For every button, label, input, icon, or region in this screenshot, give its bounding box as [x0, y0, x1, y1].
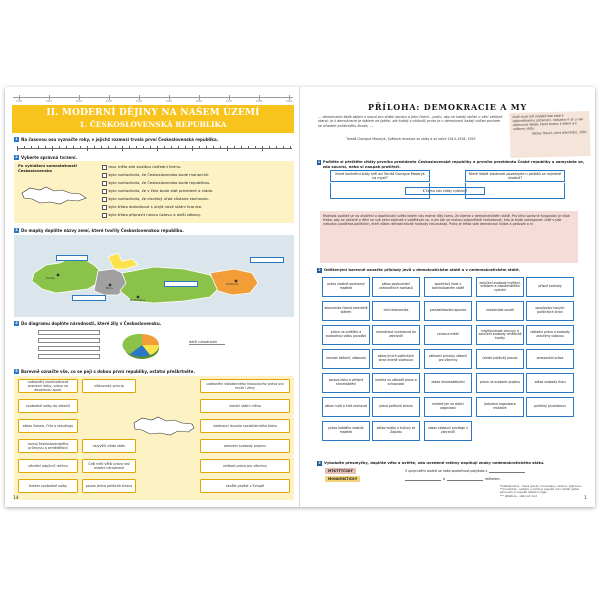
task-text: Odlišenými barevně označte příklady jevů v demokratickém státě a v nedemokratickém státě.	[324, 268, 520, 272]
timeline-exercise-tick	[143, 146, 144, 149]
sortable-statement[interactable]: tiskem svobodné volby	[18, 479, 78, 493]
timeline-year: 1970	[225, 100, 233, 103]
timeline-exercise-tick	[38, 146, 39, 149]
map-answer-box-3[interactable]	[164, 281, 198, 287]
sortable-statement[interactable]: velikost práva pro všechny	[200, 459, 290, 473]
checkbox[interactable]	[102, 181, 107, 186]
checklist-item[interactable]	[102, 213, 201, 218]
timeline-exercise-tick	[234, 146, 235, 149]
timeline-exercise-tick	[213, 146, 214, 149]
question-box-1: Které konkrétní státy měl asi Tomáš Garrigue Masaryk na mysli?	[330, 170, 430, 182]
democracy-statement-cell[interactable]: zákaz hudby a kultury ze Západu	[372, 421, 420, 441]
democracy-statement-cell[interactable]: právo na svobodu projevu	[476, 373, 524, 393]
democracy-statement-cell[interactable]: úřední politický proces	[476, 349, 524, 369]
task-number: 5	[15, 369, 18, 373]
sortable-statement[interactable]: rozvoj československého průmyslu a zemědělství	[18, 439, 78, 453]
timeline-exercise-tick	[241, 146, 242, 149]
timeline-exercise-tick	[178, 146, 179, 149]
timeline-exercise-tick	[87, 146, 88, 151]
nationality-box-4[interactable]	[38, 354, 100, 359]
timeline-exercise-tick	[59, 146, 60, 149]
checklist-item[interactable]	[102, 181, 210, 186]
sortable-statement[interactable]: uzákonění všeobecného hlasovacího práva pro muže i ženy	[200, 379, 290, 393]
chapter-subtitle: 1. ČESKOSLOVENSKÁ REPUBLIKA	[79, 120, 227, 130]
timeline-exercise-tick	[136, 146, 137, 149]
map-answer-box-2[interactable]	[72, 295, 106, 301]
timeline-year: 1900	[15, 100, 23, 103]
task-3	[14, 228, 184, 233]
timeline-exercise-tick	[255, 146, 256, 149]
task-text: Do mapky doplňte názvy zemí, které tvořily Československou republiku.	[21, 228, 184, 233]
timeline-year: 1920	[75, 100, 83, 103]
timeline-exercise-tick	[73, 146, 74, 149]
checklist-label: bylo rozhodnuto, že v čele bude stát prezident a vláda.	[108, 188, 214, 193]
fill-line-2	[405, 477, 501, 481]
task-number: 3	[318, 461, 321, 465]
timeline-exercise-tick	[94, 146, 95, 149]
answer-area-1[interactable]	[330, 183, 430, 199]
map-region-silesia	[108, 253, 138, 269]
checklist-item[interactable]	[102, 205, 202, 210]
footnotes: *totalitarismus – řízení jedním, mocenskou, vedoucí, zájmovou **monarchie – systém, v němž je nejvyšší mocí vladař (jeden panovník) či nejvyšší ústřední orgán *** diktatura – stát pod mocí	[500, 485, 582, 498]
task-text: Do diagramu doplňte národnosti, které žily v Československu.	[21, 321, 162, 326]
checkbox[interactable]	[102, 197, 107, 202]
democracy-statement-cell[interactable]: zákaz shromažďování	[424, 373, 472, 393]
timeline-exercise-tick	[290, 146, 291, 149]
democracy-statement-cell[interactable]: základní principy zákonů pro všechny	[424, 349, 472, 369]
timeline-exercise-tick	[122, 146, 123, 151]
map-label-uzhorod: Užhorod	[226, 282, 239, 286]
task-number: 2	[15, 155, 18, 159]
map-label-brno: Brno	[106, 286, 113, 290]
task-number: 3	[15, 228, 18, 232]
democracy-statement-cell[interactable]: omezování práva	[526, 349, 574, 369]
checkbox[interactable]	[102, 165, 107, 170]
map-label-praha: Praha	[46, 276, 55, 280]
fill-line-end: režimem.	[485, 477, 501, 481]
timeline-exercise-tick	[164, 146, 165, 149]
democracy-statement-cell[interactable]: kariéra na základě praxe a schopností	[372, 373, 420, 393]
timeline-exercise-tick	[262, 146, 263, 151]
democracy-statement-cell[interactable]: zaručení svobody myšlení, svědomí a náboženského vyznání	[476, 277, 524, 297]
timeline-exercise-tick	[157, 146, 158, 151]
question-box-2: Které lidské vlastnosti považujete u politiků za nejméně vhodné?	[465, 170, 565, 182]
timeline-year: 1950	[165, 100, 173, 103]
fill-blank-2[interactable]	[405, 477, 441, 481]
sortable-statement[interactable]: nejvyšší vláda státu	[82, 439, 136, 453]
timeline-exercise-tick	[283, 146, 284, 149]
sortable-statement[interactable]: vlastní státní měna	[200, 399, 290, 413]
anagram-tag-1: MTKTTTČSKÝ	[325, 468, 356, 474]
democracy-statement-cell[interactable]: nemožnost vycestovat do zahraničí	[372, 325, 420, 345]
timeline-exercise-tick	[52, 146, 53, 151]
sortable-statement[interactable]: věznění odpůrců režimu	[18, 459, 78, 473]
info-box: Možnost podílet se na utváření a doplňování světa kolem nás máme díky tomu, že žijeme v demokratickém státě. Pro jeho správné fungování je však třeba, aby se občané o dění ve své zemi zajímali a vzdělávali se, a jen tak se mohou odpovědně rozhodovat, kdo je bude zastupovat. Lidé v pak nebudou podléhat politikům, kteří vůbec demokratické hodnoty neuznávají. Proto je třeba stát demokracii hlídat a pečovat o ni.	[320, 211, 578, 263]
fill-line-text: a	[443, 477, 446, 481]
question-box-3: K čemu nás citáty vybízejí?	[405, 187, 485, 195]
democracy-statement-cell[interactable]: zákaz poslouchání zahraničních rozhlasů	[372, 277, 420, 297]
task-5	[14, 369, 195, 374]
checkbox[interactable]	[102, 173, 107, 178]
right-page	[300, 87, 595, 507]
task-text: Barevně označte vše, co se pojí s dobou první republiky, ostatní přeškrtněte.	[21, 369, 195, 374]
democracy-statement-cell[interactable]: pronásledování opozice	[424, 301, 472, 321]
fill-line-1	[405, 469, 525, 473]
timeline-year: 1910	[45, 100, 53, 103]
answer-area-2[interactable]	[465, 183, 565, 199]
timeline-exercise-tick	[45, 146, 46, 149]
checklist-item[interactable]	[102, 197, 209, 202]
democracy-statement-cell[interactable]: mládež jen ve státní organizaci	[424, 397, 472, 417]
sortable-statement[interactable]: zákaz Sokola, Orla a skautingu	[18, 419, 78, 433]
timeline-exercise-tick	[17, 146, 18, 151]
timeline	[13, 93, 293, 103]
checkbox[interactable]	[102, 213, 107, 218]
democracy-statement-cell[interactable]: právo každého vlastnit majetek	[322, 421, 370, 441]
page-number-right: 1	[584, 496, 587, 502]
timeline-year: 1930	[105, 100, 113, 103]
right-task-1	[317, 160, 587, 169]
timeline-exercise-tick	[171, 146, 172, 149]
chapter-title: II. MODERNÍ DĚJINY NA NAŠEM ÚZEMÍ	[46, 108, 260, 118]
sortable-statement[interactable]: vůdcovský princip	[82, 379, 136, 393]
masaryk-quote: … demokracie žádá zájem o smysl pro státní správu a jeho řízení – proto, aby se každý občan o věci veřejné staral; je-li demokracie je státem ne jakési, ale každý z občanů; proto je v demokracii každý občan povinen se účastnit politického života, …	[318, 115, 503, 128]
democracy-statement-cell[interactable]: nezávislost soudů	[476, 301, 524, 321]
anagram-tag-2: MONUMISTICKÝ	[325, 476, 360, 482]
sortable-statement[interactable]: svobodné volby do zákonů	[18, 399, 78, 413]
timeline-exercise[interactable]	[17, 144, 292, 152]
checklist-label: bylo rozhodnuto, že Československo bude monarchií.	[108, 172, 210, 177]
democracy-statement-cell[interactable]: oprava tisku a veřejné shromáždění	[322, 373, 370, 393]
timeline-exercise-tick	[227, 146, 228, 151]
fill-line-text: V uplynulém století se naše společnost potýkala s	[405, 469, 488, 473]
democracy-statement-cell[interactable]: cenzura médií	[424, 325, 472, 345]
nationality-box-3[interactable]	[38, 346, 100, 351]
appendix-title: PŘÍLOHA: DEMOKRACIE A MY	[368, 102, 527, 112]
textbook-spread	[5, 87, 595, 507]
left-page	[5, 87, 300, 507]
nationality-box-2[interactable]	[38, 338, 100, 343]
timeline-year: 1960	[195, 100, 203, 103]
timeline-exercise-tick	[185, 146, 186, 149]
fill-blank-3[interactable]	[447, 477, 483, 481]
timeline-exercise-tick	[101, 146, 102, 149]
timeline-year: 1980	[255, 100, 263, 103]
sortable-statement[interactable]: pouze jedna politická strana	[82, 479, 136, 493]
map-panel	[14, 235, 294, 317]
democracy-statement-cell[interactable]: rovnost občanů, zákonost	[322, 349, 370, 369]
nationality-box-1[interactable]	[38, 330, 100, 335]
timeline-exercise-tick	[269, 146, 270, 149]
task-text: Na časovou osu vyznačte roky, v jejichž rozmezí trvala první Československá republika.	[21, 137, 219, 142]
task-text: Vybubdte přesmyčky, doplňte věta a ověřte, zda uvedené režimy naplňují znaky nedemokratického státu.	[324, 461, 545, 465]
fill-blank-1[interactable]	[489, 469, 525, 473]
democracy-statement-cell[interactable]: politický pluralismus	[526, 397, 574, 417]
chapter-header	[12, 105, 294, 133]
timeline-exercise-tick	[220, 146, 221, 149]
sortable-statement[interactable]: vládnoucí dvouka socialistického bloku	[200, 419, 290, 433]
havel-quote-note	[509, 111, 590, 158]
task-4	[14, 321, 161, 326]
timeline-exercise-tick	[108, 146, 109, 149]
task-text: Počtěte si přečtěte citáty prvního prezidenta Československé republiky a prvního prezidenta České republiky a zamyslete se, zda souvisí, nebo si naopak protiřečí.	[322, 160, 585, 169]
sortable-statement[interactable]: skvělá pověst v Evropě	[200, 479, 290, 493]
democracy-statement-cell[interactable]: povolování nových politických stran	[526, 301, 574, 321]
sortable-statement[interactable]: Češi měli větší práva než ostatní národnosti	[82, 459, 136, 473]
checklist-item[interactable]	[102, 173, 209, 178]
democracy-statement-cell[interactable]: přísné kontroly	[526, 277, 574, 297]
checklist-label: bylo rozhodnuto, že císařský úřad zůstane zachován.	[108, 196, 210, 201]
democracy-statement-cell[interactable]: zákaz jiných politických stran kromě vládnoucí	[372, 349, 420, 369]
timeline-exercise-tick	[31, 146, 32, 149]
democracy-statement-cell[interactable]: jednotná organizace mládeže	[476, 397, 524, 417]
timeline-exercise-tick	[129, 146, 130, 149]
map-region-bohemia	[32, 257, 102, 293]
map-answer-box-4[interactable]	[250, 257, 284, 263]
checklist-label: bylo rozhodnuto, že Československo bude republikou.	[108, 180, 211, 185]
timeline-year: 1990	[285, 100, 293, 103]
timeline-exercise-tick	[66, 146, 67, 149]
right-task-2	[317, 268, 587, 273]
task-number: 4	[15, 321, 18, 325]
nationality-pie-chart	[120, 328, 164, 362]
democracy-statement-cell[interactable]: ekonomika řízená centrálně státem	[322, 301, 370, 321]
other-nationalities-label: další národnosti	[189, 340, 225, 345]
timeline-exercise-tick	[150, 146, 151, 149]
task-2-box	[14, 161, 294, 223]
task-1	[14, 137, 218, 142]
task-text: Vyberte správná tvrzení.	[21, 155, 78, 160]
pie-slice-orange	[142, 334, 159, 345]
checklist-item[interactable]	[102, 165, 181, 170]
democracy-statement-cell[interactable]: jedna politická strana	[372, 397, 420, 417]
timeline-exercise-tick	[206, 146, 207, 149]
masaryk-quote-citation: Tomáš Garrigue Masaryk, Světová revoluce za války a ve válce 1914–1918, 1925	[346, 137, 476, 141]
timeline-exercise-tick	[199, 146, 200, 149]
democracy-statement-cell[interactable]: tržní ekonomika	[372, 301, 420, 321]
task-number: 2	[318, 268, 321, 272]
democracy-statement-cell[interactable]: zákaz nutit a hrát zachovat	[322, 397, 370, 417]
democracy-statement-cell[interactable]: zákaz cestovní privilegií v zahraničí	[424, 421, 472, 441]
page-number-left: 14	[13, 496, 19, 502]
task-2-label: Po vyhlášení samostatnosti Československa	[18, 163, 77, 173]
democracy-statement-cell[interactable]: spolehlivý život v kontrolovaném státě	[424, 277, 472, 297]
democracy-statement-cell[interactable]: právo vlastnit soukromý majetek	[322, 277, 370, 297]
checklist-label: bylo třeba dohodnout s ulajit nové státní hranice.	[108, 204, 203, 209]
havel-quote-citation: Václav Havel, Letní přemítání, 1991	[531, 130, 588, 136]
sortable-statement[interactable]: omezení svobody projevu	[200, 439, 290, 453]
task-number: 1	[15, 137, 18, 141]
task-5-box	[14, 376, 294, 500]
czechoslovakia-outline-icon	[20, 185, 88, 207]
democracy-statement-cell[interactable]: nepřípustnost cenzury a zaručení svobody umělecké tvorby	[476, 325, 524, 345]
checkbox[interactable]	[102, 189, 107, 194]
task-number: 1	[317, 160, 321, 164]
democracy-statement-cell[interactable]: základní práva a svobody zaručeny ústavou	[526, 325, 574, 345]
czechoslovakia-outline-icon	[132, 414, 196, 438]
timeline-exercise-tick	[276, 146, 277, 149]
checklist-label: moc měla zde složitou ústřední formu.	[108, 164, 182, 169]
timeline-exercise-tick	[248, 146, 249, 149]
czechoslovakia-map	[14, 235, 294, 317]
democracy-statement-cell[interactable]: zákaz svobody tisku	[526, 373, 574, 393]
checkbox[interactable]	[102, 205, 107, 210]
map-answer-box-1[interactable]	[56, 255, 88, 261]
right-task-3	[317, 461, 587, 466]
task-2	[14, 155, 77, 160]
timeline-year: 1940	[135, 100, 143, 103]
timeline-exercise-tick	[80, 146, 81, 149]
timeline-exercise-tick	[24, 146, 25, 149]
timeline-exercise-tick	[115, 146, 116, 149]
nationality-diagram	[14, 328, 294, 362]
democracy-statement-cell[interactable]: právo na vzdělání a svobodnou volbu povolání	[322, 325, 370, 345]
havel-quote: Dobí musí mít mládež kde také k odpovědnému občanství, nebudou-li se u nás objevovat ideály, které budou k lidem a k našemu státu.	[512, 113, 584, 131]
sortable-statement[interactable]: uzákonění osmihodinové pracovní doby, právo na dovolenou apod.	[18, 379, 78, 393]
timeline-exercise-tick	[192, 146, 193, 151]
checklist-label: bylo třeba připravit novou ústavu a další zákony.	[108, 212, 201, 217]
map-label-bratislava: Bratislava	[130, 298, 145, 302]
checklist-item[interactable]	[102, 189, 213, 194]
